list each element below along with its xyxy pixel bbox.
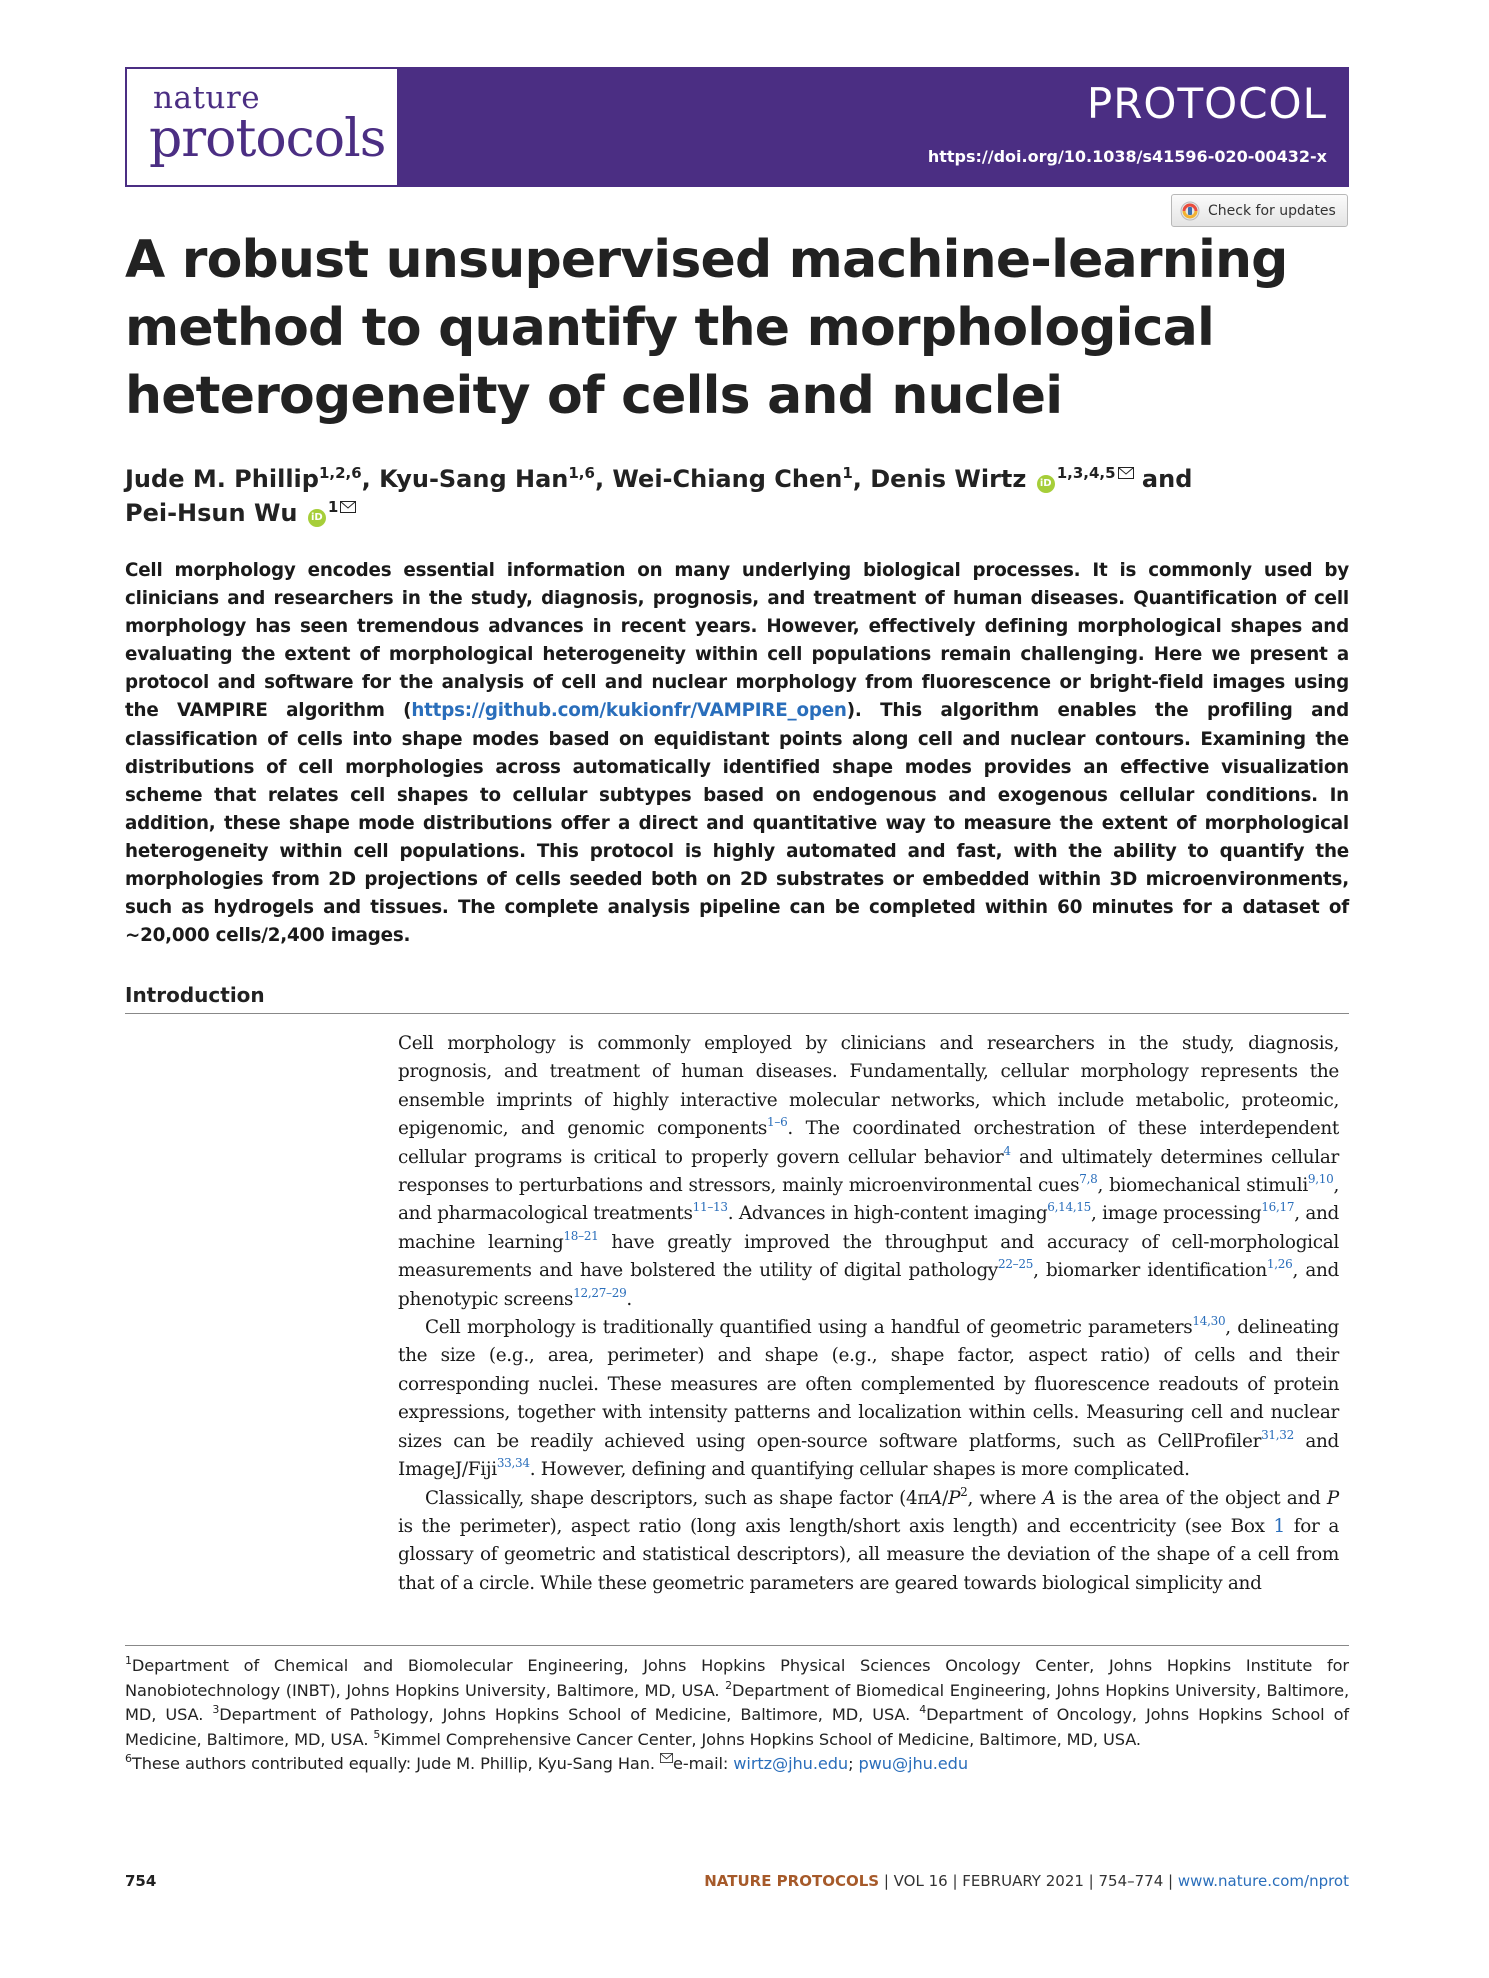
var-p: P	[948, 1487, 961, 1509]
var-a: A	[929, 1487, 943, 1509]
author-name[interactable]: Jude M. Phillip	[125, 465, 319, 493]
text: for a glossary of geometric and statistical descriptors), all measure the deviation of the shape of a cell from that of a circle. While these geometric parameters are geared towards biological simplicity and	[398, 1515, 1339, 1594]
text: /	[942, 1487, 949, 1509]
author-affiliation: 1	[327, 498, 339, 516]
author-name[interactable]: , Denis Wirtz	[852, 465, 1027, 493]
citation[interactable]: 1–6	[767, 1115, 788, 1130]
text: , biomarker identification	[1033, 1260, 1267, 1282]
citation[interactable]: 7,8	[1079, 1172, 1098, 1187]
affil-num: 5	[373, 1727, 381, 1741]
issue-details: | VOL 16 | FEBRUARY 2021 | 754–774 |	[879, 1872, 1178, 1890]
text: , image processing	[1091, 1203, 1262, 1225]
email-link[interactable]: wirtz@jhu.edu	[733, 1754, 849, 1773]
check-updates-icon	[1180, 201, 1200, 221]
citation[interactable]: 4	[1003, 1143, 1011, 1158]
text: is the area of the object and	[1055, 1487, 1327, 1509]
text: . However, defining and quantifying cellular shapes is more complicated.	[529, 1459, 1190, 1481]
text: and ImageJ/Fiji	[398, 1430, 1339, 1481]
citation[interactable]: 12,27–29	[573, 1285, 627, 1300]
text: . Advances in high-content imaging	[727, 1203, 1048, 1225]
affil-text: Department of Oncology, Johns Hopkins School of Medicine, Baltimore, MD, USA.	[125, 1705, 1350, 1749]
affil-num: 6	[125, 1752, 132, 1765]
abstract-text: Cell morphology encodes essential information on many underlying biological processes. It is commonly used by clinicians and researchers in the study, diagnosis, prognosis, and treatment of human diseases. Quantification of cell morphology has seen tremendous advances in recent years. However, effectively defining morphological shapes and evaluating the extent of morphological heterogeneity within cell populations remain challenging. Here we present a protocol and software for the analysis of cell and nuclear morphology from fluorescence or bright-field images using the VAMPIRE algorithm (	[125, 560, 1349, 722]
orcid-icon[interactable]: iD	[1037, 475, 1055, 493]
check-updates-label: Check for updates	[1208, 202, 1336, 219]
citation[interactable]: 31,32	[1261, 1427, 1294, 1442]
abstract-text: ). This algorithm enables the profiling and classification of cells into shape modes based on equidistant points along cell and nuclear contours. Examining the distributions of cell morphologies across automatically identified shape modes provides an effective visualization scheme that relates cell shapes to cellular subtypes based on endogenous and exogenous cellular conditions. In addition, these shape mode distributions offer a direct and quantitative way to measure the extent of morphological heterogeneity within cell populations. This protocol is highly automated and fast, with the ability to quantify the morphologies from 2D projections of cells seeded both on 2D substrates or embedded within 3D microenvironments, such as hydrogels and tissues. The complete analysis pipeline can be completed within 60 minutes for a dataset of ~20,000 cells/2,400 images.	[125, 700, 1349, 947]
affil-text: These authors contributed equally: Jude M. Phillip, Kyu-Sang Han.	[131, 1754, 660, 1773]
logo-nature: nature	[153, 80, 261, 116]
journal-name: NATURE PROTOCOLS	[704, 1872, 880, 1890]
text: Classically, shape descriptors, such as shape factor (4π	[425, 1487, 930, 1509]
abstract	[125, 557, 1349, 950]
article-type: PROTOCOL	[1086, 79, 1327, 128]
citation[interactable]: 9,10	[1307, 1172, 1334, 1187]
email-link[interactable]: pwu@jhu.edu	[858, 1754, 969, 1773]
affil-num: 3	[212, 1703, 220, 1716]
affiliations	[125, 1654, 1349, 1777]
author-name[interactable]: , Wei-Chiang Chen	[594, 465, 843, 493]
citation[interactable]: 6,14,15	[1047, 1200, 1091, 1215]
citation[interactable]: 16,17	[1261, 1200, 1295, 1215]
paragraph	[398, 1030, 1339, 1314]
text: Cell morphology is commonly employed by clinicians and researchers in the study, diagnosis, prognosis, and treatment of human diseases. Fundamentally, cellular morphology represents the ensemble imprints of highly interactive molecular networks, which include metabolic, proteomic, epigenomic, and genomic components	[398, 1033, 1339, 1140]
header-band	[397, 69, 1349, 185]
citation[interactable]: 22–25	[998, 1257, 1034, 1272]
citation[interactable]: 11–13	[692, 1200, 728, 1215]
doi-link[interactable]: https://doi.org/10.1038/s41596-020-00432-x	[927, 147, 1327, 166]
text: , and pharmacological treatments	[398, 1175, 1339, 1225]
citation[interactable]: 18–21	[563, 1228, 599, 1243]
text: is the perimeter), aspect ratio (long axis length/short axis length) and eccentricity (see Box	[398, 1515, 1274, 1537]
email-icon[interactable]	[340, 501, 356, 513]
check-for-updates-button[interactable]	[1171, 194, 1348, 227]
affil-text: Kimmel Comprehensive Cancer Center, Johns Hopkins School of Medicine, Baltimore, MD, USA.	[380, 1729, 1141, 1749]
page-number: 754	[125, 1872, 157, 1890]
var-a: A	[1042, 1487, 1056, 1509]
paragraph	[398, 1314, 1339, 1484]
text: Cell morphology is traditionally quantified using a handful of geometric parameters	[425, 1317, 1193, 1339]
exponent: 2	[960, 1484, 968, 1499]
text: , and machine learning	[398, 1203, 1340, 1253]
journal-footer	[704, 1872, 1349, 1890]
email-icon	[660, 1753, 673, 1763]
introduction-body	[398, 1030, 1339, 1598]
citation[interactable]: 14,30	[1192, 1314, 1226, 1329]
section-divider	[125, 1013, 1349, 1014]
paragraph	[398, 1485, 1339, 1599]
journal-website-link[interactable]: www.nature.com/nprot	[1177, 1872, 1349, 1890]
text: , where	[967, 1487, 1043, 1509]
orcid-icon[interactable]: iD	[308, 509, 326, 527]
footnote-divider	[125, 1645, 1349, 1646]
author-affiliation: 1	[842, 464, 853, 482]
affil-num: 2	[725, 1678, 733, 1692]
author-affiliation: 1,6	[568, 464, 595, 482]
author-affiliation: 1,2,6	[318, 464, 362, 482]
logo-protocols: protocols	[149, 109, 386, 169]
author-affiliation: 1,3,4,5	[1056, 464, 1116, 482]
var-p: P	[1326, 1487, 1339, 1509]
separator: ;	[848, 1754, 859, 1773]
section-heading-introduction: Introduction	[125, 983, 265, 1007]
text: have greatly improved the throughput and accuracy of cell-morphological measurements and have bolstered the utility of digital pathology	[398, 1231, 1339, 1282]
citation[interactable]: 1,26	[1266, 1257, 1293, 1272]
text: . The coordinated orchestration of these interdependent cellular programs is critical to properly govern cellular behavior	[398, 1118, 1339, 1168]
journal-header	[125, 67, 1349, 187]
author-name[interactable]: Pei-Hsun Wu	[125, 499, 298, 527]
text: , and phenotypic screens	[398, 1260, 1340, 1310]
author-name[interactable]: , Kyu-Sang Han	[361, 465, 569, 493]
github-link[interactable]: https://github.com/kukionfr/VAMPIRE_open	[411, 700, 847, 722]
text: .	[626, 1288, 632, 1310]
affil-num: 4	[919, 1703, 927, 1716]
text: , biomechanical stimuli	[1097, 1175, 1308, 1197]
box-link[interactable]: 1	[1273, 1515, 1285, 1537]
author-list	[125, 462, 1355, 530]
text: , delineating the size (e.g., area, perimeter) and shape (e.g., shape factor, aspect ratio) of cells and their corresponding nuclei. These measures are often complemented by fluorescence readouts of protein expressions, together with intensity patterns and localization within cells. Measuring cell and nuclear sizes can be readily achieved using open-source software platforms, such as CellProfiler	[398, 1317, 1339, 1452]
affil-text: Department of Pathology, Johns Hopkins School of Medicine, Baltimore, MD, USA.	[219, 1705, 920, 1724]
article-title: A robust unsupervised machine-learning method to quantify the morphological heterogeneity of cells and nuclei	[125, 230, 1288, 426]
author-and: and	[1133, 465, 1193, 493]
journal-logo[interactable]	[127, 69, 397, 185]
email-icon[interactable]	[1118, 467, 1134, 479]
email-label: e-mail:	[673, 1754, 734, 1773]
affil-num: 1	[125, 1654, 132, 1667]
text: and ultimately determines cellular responses to perturbations and stressors, mainly microenvironmental cues	[398, 1146, 1339, 1197]
affil-text: Department of Biomedical Engineering, Johns Hopkins University, Baltimore, MD, USA.	[125, 1680, 1349, 1724]
citation[interactable]: 33,34	[496, 1456, 530, 1471]
affil-text: Department of Chemical and Biomolecular Engineering, Johns Hopkins Physical Sciences Oncology Center, Johns Hopkins Institute for Nanobiotechnology (INBT), Johns Hopkins University, Baltimore, MD, USA.	[125, 1656, 1349, 1700]
